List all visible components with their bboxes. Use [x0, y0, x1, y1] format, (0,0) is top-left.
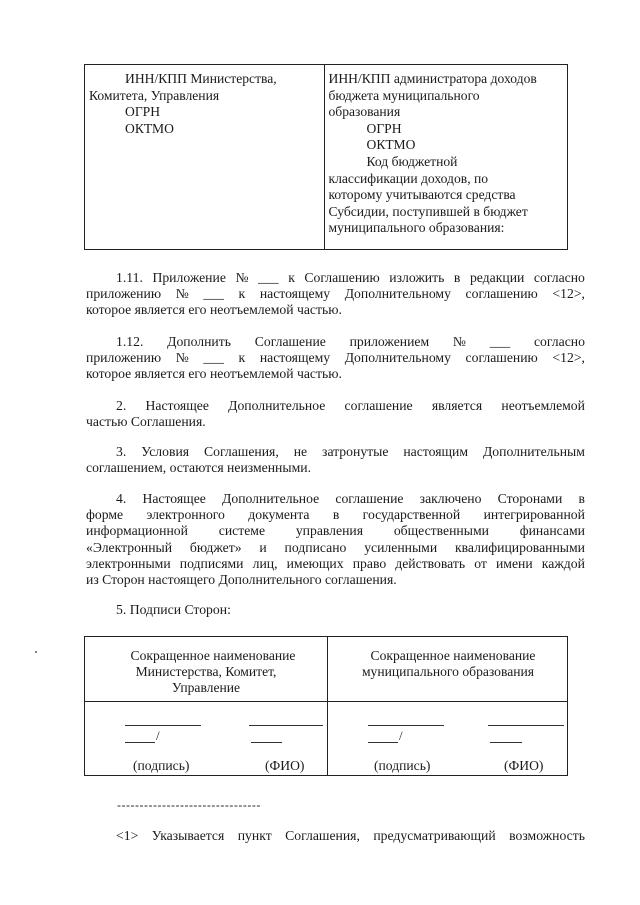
word: каждой	[541, 555, 585, 571]
admin-inn-kpp: ИНН/КПП администратора доходов	[328, 71, 537, 86]
paragraph-1-11	[86, 270, 585, 319]
header-line: Управление	[171, 680, 241, 695]
word: настоящему	[259, 350, 331, 366]
word: Сторонами	[497, 491, 563, 506]
budget-code-line3: которому учитываются средства	[328, 187, 516, 203]
word: настоящему	[259, 286, 331, 302]
budget-code-line4: Субсидии, поступившей в бюджет	[328, 203, 528, 219]
text-line	[86, 286, 585, 302]
signature-caption: (подпись)	[133, 758, 190, 773]
word: финансами	[519, 523, 585, 539]
text-line	[86, 398, 585, 414]
word: соглашению	[465, 286, 538, 302]
admin-formation-line: образования	[328, 104, 401, 120]
word: Дополнительному	[344, 350, 451, 366]
word: является	[431, 398, 483, 413]
word: документа	[248, 507, 310, 523]
text-line: из Сторон настоящего Дополнительного соглашения.	[86, 572, 397, 588]
word: №	[452, 334, 466, 349]
paragraph-4	[86, 491, 585, 588]
word: Настоящее	[142, 491, 206, 506]
name-caption: (ФИО)	[265, 758, 305, 773]
word: Дополнительное	[222, 491, 320, 506]
word: имени	[495, 555, 533, 571]
word: государственной	[362, 507, 461, 523]
word: бюджет»	[189, 539, 242, 555]
signature-caption: (подпись)	[374, 758, 431, 773]
paragraph-5	[86, 602, 585, 618]
word: соглашению	[465, 350, 538, 366]
word: приложению	[86, 350, 162, 366]
word: Дополнительному	[344, 286, 451, 302]
word: и	[259, 539, 267, 555]
word: <12>,	[552, 286, 585, 302]
budget-code-line5: муниципального образования:	[328, 220, 505, 236]
scan-speck	[35, 651, 37, 653]
word: возможность	[509, 828, 585, 843]
word: №	[175, 350, 189, 366]
signature-short-underline	[125, 742, 155, 743]
word: <12>,	[552, 350, 585, 366]
municipality-signature-header	[328, 637, 568, 702]
word: Соглашению	[304, 270, 380, 285]
budget-code-line2: классификации доходов, по	[328, 170, 489, 186]
word: действовать	[395, 555, 466, 571]
word: затронутые	[322, 444, 389, 459]
footnote-1	[86, 828, 585, 844]
word: редакции	[469, 270, 525, 285]
header-line: Сокращенное наименование	[130, 648, 296, 663]
signatures-table	[84, 636, 568, 776]
word: управления	[295, 523, 364, 539]
admin-ogrn: ОГРН	[366, 120, 402, 136]
signature-short-underline	[368, 742, 398, 743]
name-short-underline	[251, 742, 282, 743]
separator-slash: /	[156, 728, 160, 743]
name-short-underline	[490, 742, 522, 743]
paragraph-1-12	[86, 334, 585, 383]
text-line: которое является его неотъемлемой частью.	[86, 366, 342, 382]
word: Соглашение	[254, 334, 326, 349]
word: 1.11.	[116, 270, 143, 285]
word: подписано	[284, 539, 347, 555]
word: предусматривающий	[373, 828, 496, 843]
word: ___	[489, 334, 511, 349]
word: подписями	[179, 555, 244, 571]
word: ___	[203, 286, 224, 302]
text-line	[86, 491, 585, 507]
ministry-inn-kpp: ИНН/КПП Министерства,	[125, 71, 277, 86]
word: интегрированной	[483, 507, 585, 523]
signature-underline	[125, 725, 201, 726]
text-line	[86, 540, 585, 556]
word: Указывается	[151, 828, 225, 843]
word: не	[293, 444, 308, 459]
word: лиц,	[252, 555, 278, 571]
word: к	[238, 286, 246, 302]
paragraph-2	[86, 398, 585, 430]
ministry-signature-column	[85, 637, 328, 775]
name-underline	[249, 725, 323, 726]
header-line: Министерства, Комитет,	[135, 664, 277, 679]
text-line	[86, 334, 585, 350]
separator-slash: /	[399, 728, 403, 743]
municipality-signature-column	[328, 637, 568, 775]
ministry-signature-header	[85, 637, 327, 702]
word: 3.	[116, 444, 127, 459]
signature-underline	[368, 725, 444, 726]
word: заключено	[419, 491, 482, 506]
word: изложить	[389, 270, 445, 285]
footnote-separator: --------------------------------	[117, 798, 261, 812]
word: квалифицированными	[454, 539, 585, 555]
header-line: Сокращенное наименование	[370, 648, 536, 663]
name-underline	[488, 725, 564, 726]
word: от	[474, 555, 487, 571]
word: 4.	[116, 491, 127, 506]
requisites-table	[84, 64, 568, 250]
word: 2.	[116, 398, 127, 413]
word: Условия	[141, 444, 190, 459]
word: №	[175, 286, 189, 302]
word: Дополнительное	[228, 398, 326, 413]
word: Настоящее	[145, 398, 209, 413]
word: к	[288, 270, 295, 285]
text-line: частью Соглашения.	[86, 414, 206, 430]
word: Дополнить	[167, 334, 231, 349]
word: неотъемлемой	[501, 398, 585, 413]
admin-budget-line: бюджета муниципального	[328, 87, 480, 103]
word: 1.12.	[116, 334, 144, 349]
text-line: которое является его неотъемлемой частью.	[86, 302, 342, 318]
word: Дополнительным	[482, 444, 585, 459]
word: электронными	[86, 555, 171, 571]
word: соглашение	[344, 398, 413, 413]
ministry-oktmo: ОКТМО	[125, 120, 174, 136]
text-line: соглашением, остаются неизменными.	[86, 460, 311, 476]
word: пункт	[237, 828, 272, 843]
word: в	[453, 270, 461, 285]
word: приложением	[349, 334, 430, 349]
word: соглашение	[335, 491, 404, 506]
word: форме	[86, 507, 124, 523]
word: системе	[218, 523, 266, 539]
ministry-requisites-cell	[85, 65, 325, 249]
word: в	[578, 491, 585, 506]
word: усиленными	[364, 539, 438, 555]
paragraph-3	[86, 444, 585, 476]
word: к	[238, 350, 246, 366]
word: электронного	[146, 507, 225, 523]
word: приложению	[86, 286, 162, 302]
word: информационной	[86, 523, 188, 539]
word: ___	[258, 270, 279, 285]
word: Соглашения,	[285, 828, 360, 843]
text-line	[86, 350, 585, 366]
text-line	[86, 444, 585, 460]
word: согласно	[533, 334, 585, 349]
ministry-ogrn: ОГРН	[125, 104, 161, 120]
budget-code-label: Код бюджетной	[366, 153, 458, 169]
word: Приложение	[152, 270, 226, 285]
word: Соглашения,	[204, 444, 279, 459]
word: <1>	[116, 828, 139, 843]
word: общественными	[393, 523, 489, 539]
word: ___	[203, 350, 224, 366]
word: в	[332, 507, 340, 523]
word: право	[352, 555, 387, 571]
word: «Электронный	[86, 539, 173, 555]
text-line	[86, 270, 585, 286]
ministry-name-line: Комитета, Управления	[89, 87, 220, 103]
admin-oktmo: ОКТМО	[366, 137, 416, 153]
text-line: 5. Подписи Сторон:	[116, 602, 231, 617]
word: согласно	[533, 270, 585, 285]
word: №	[235, 270, 249, 285]
name-caption: (ФИО)	[504, 758, 544, 773]
text-line	[86, 556, 585, 572]
word: имеющих	[286, 555, 344, 571]
word: настоящим	[403, 444, 469, 459]
municipality-requisites-cell	[325, 65, 568, 249]
text-line	[86, 507, 585, 523]
text-line	[86, 523, 585, 539]
header-line: муниципального образования	[361, 664, 535, 679]
